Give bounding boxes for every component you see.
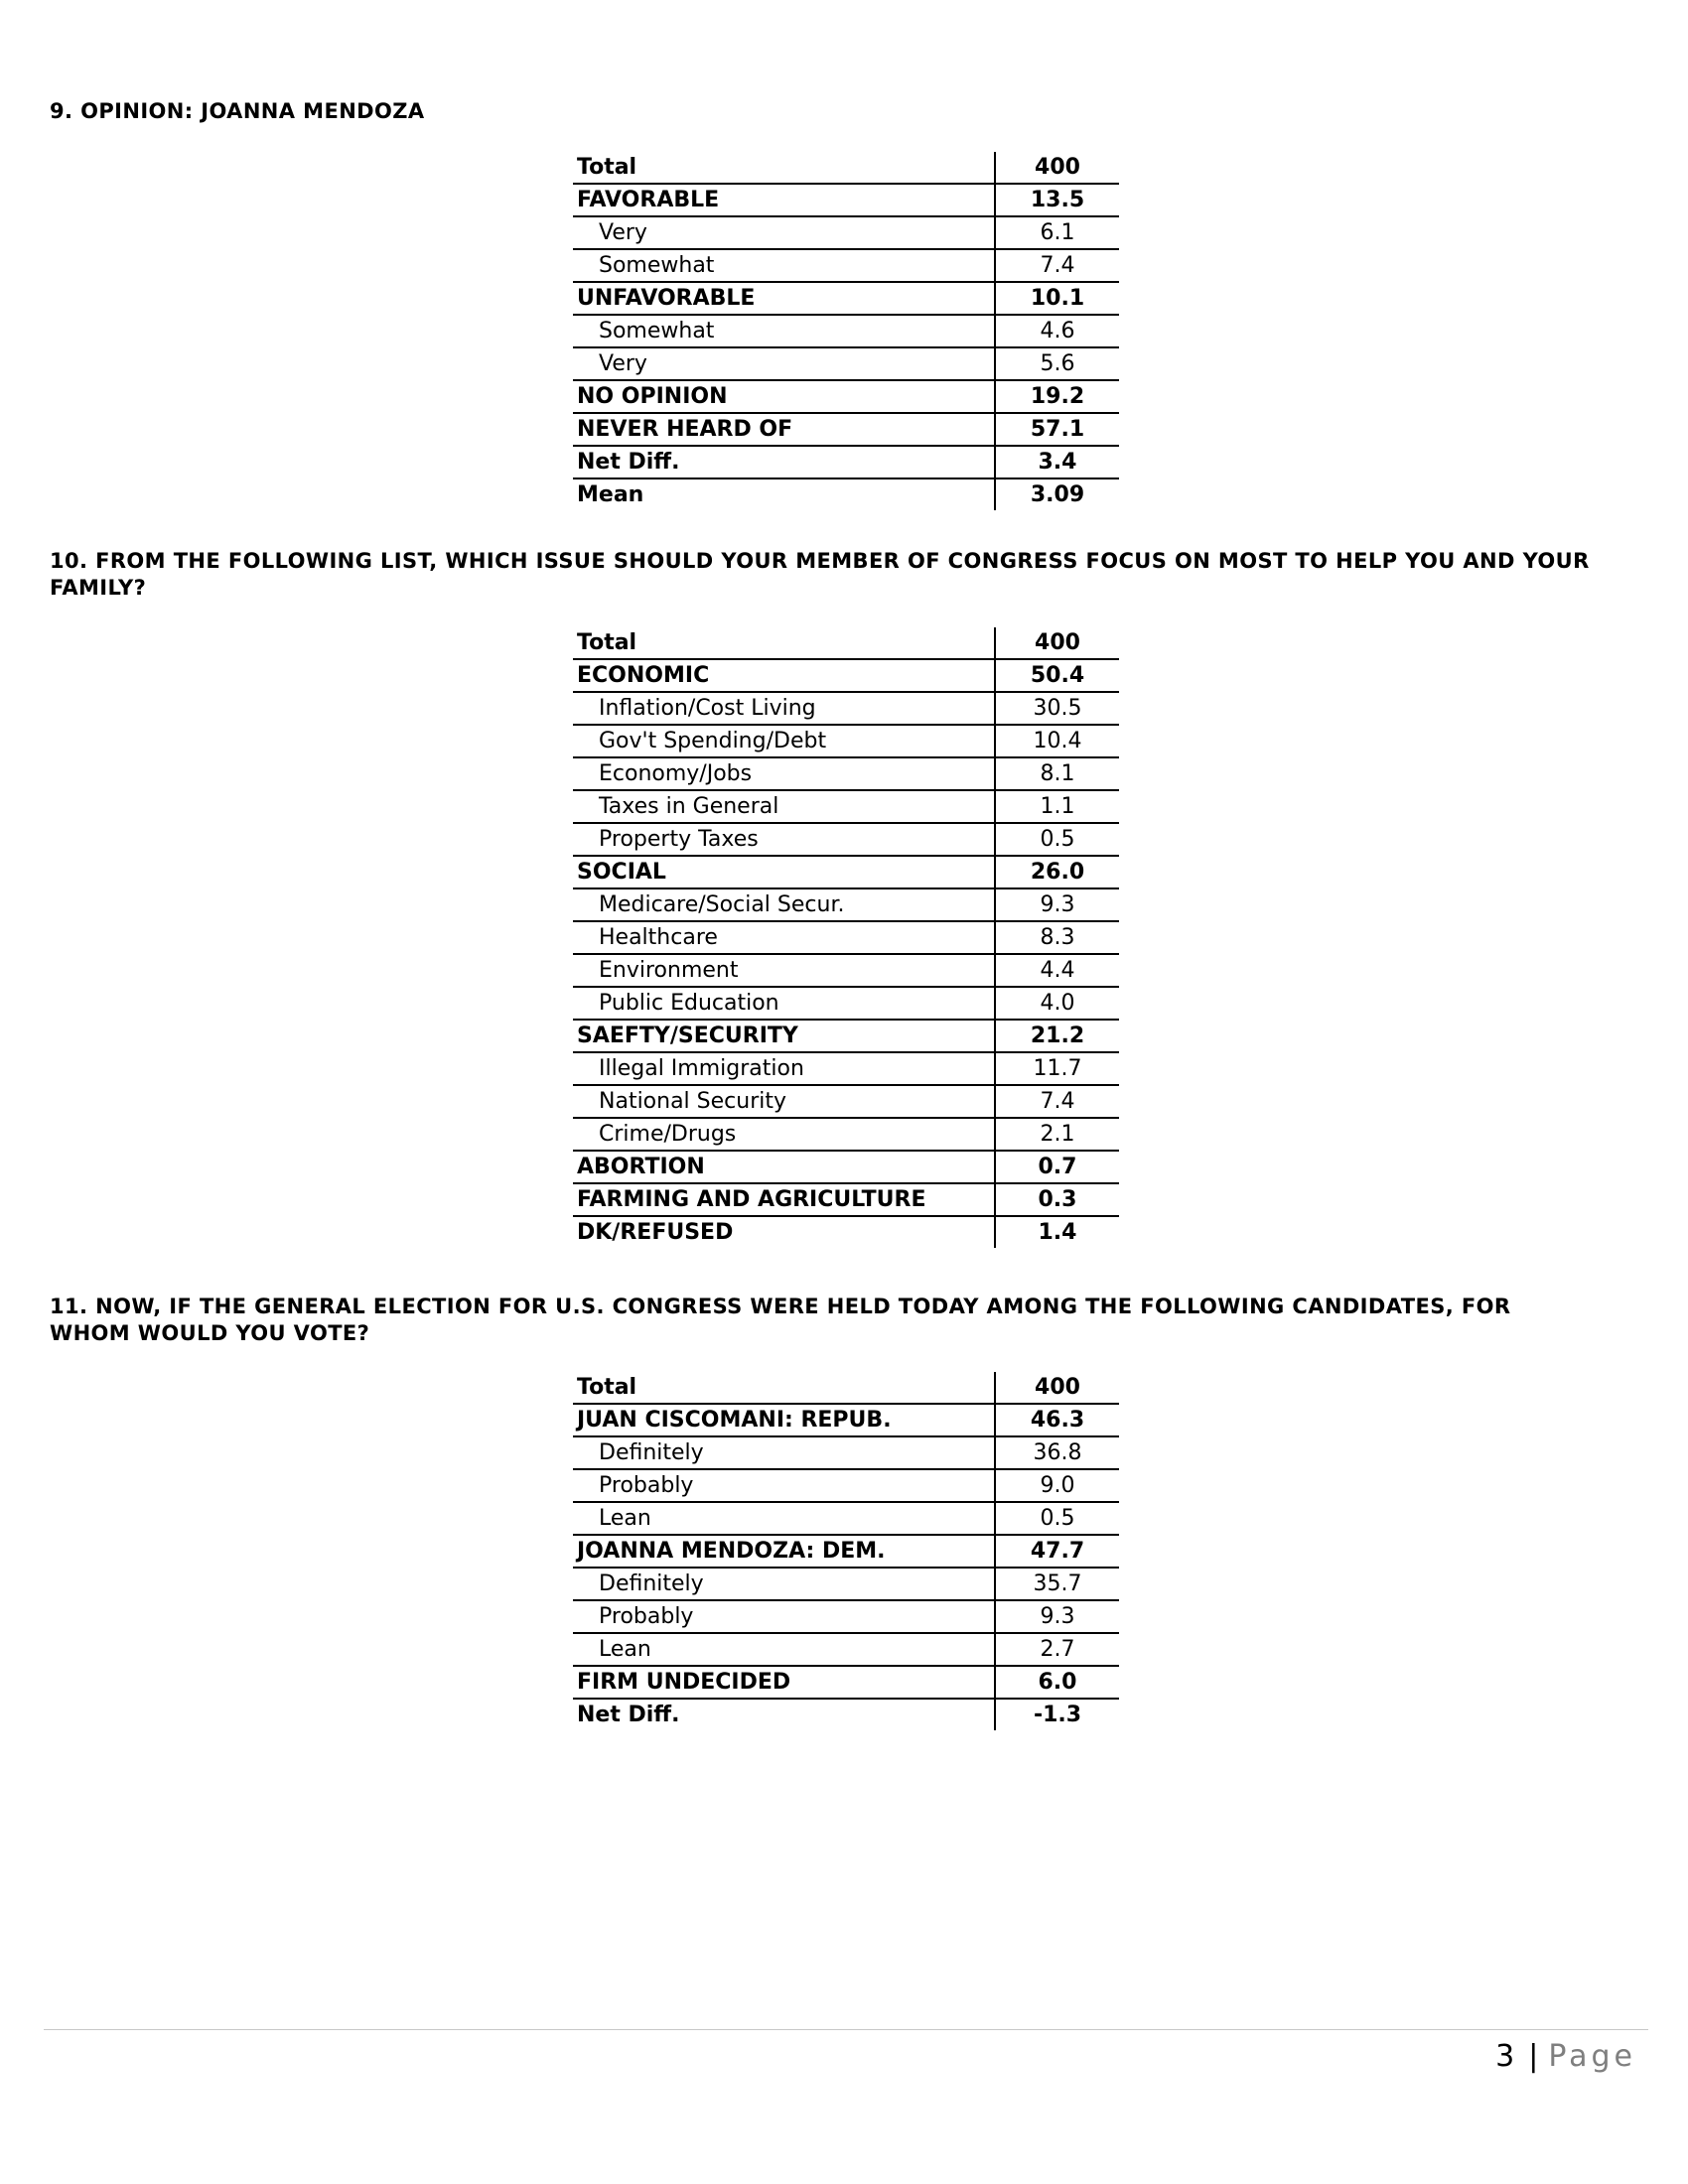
row-value: 36.8: [995, 1436, 1119, 1469]
table-row: [573, 1118, 1119, 1151]
table-row: [573, 1085, 1119, 1118]
row-value: 0.3: [995, 1183, 1119, 1216]
table-row: [573, 888, 1119, 921]
row-label: FIRM UNDECIDED: [573, 1666, 995, 1699]
table-row: [573, 1568, 1119, 1600]
table-row: [573, 725, 1119, 757]
table-row: [573, 1372, 1119, 1404]
table-row: [573, 1600, 1119, 1633]
row-label: Total: [573, 152, 995, 184]
table-row: [573, 347, 1119, 380]
row-label: SAEFTY/SECURITY: [573, 1020, 995, 1052]
question-9-title: 9. OPINION: JOANNA MENDOZA: [50, 99, 425, 123]
row-label: Definitely: [573, 1436, 995, 1469]
row-label: Total: [573, 1372, 995, 1404]
table-row: [573, 790, 1119, 823]
table-row: [573, 446, 1119, 478]
table-row: [573, 184, 1119, 216]
row-label: Property Taxes: [573, 823, 995, 856]
table-row: [573, 1666, 1119, 1699]
table-row: [573, 1469, 1119, 1502]
row-value: 1.1: [995, 790, 1119, 823]
table-row: [573, 921, 1119, 954]
row-value: 400: [995, 627, 1119, 659]
question-10-title: 10. FROM THE FOLLOWING LIST, WHICH ISSUE SHOULD YOUR MEMBER OF CONGRESS FOCUS ON MOST TO HELP YOU AND YOUR FAMILY?: [50, 549, 1590, 600]
row-value: -1.3: [995, 1699, 1119, 1730]
row-value: 3.4: [995, 446, 1119, 478]
row-value: 0.5: [995, 1502, 1119, 1535]
question-9-table: [573, 152, 1119, 510]
row-value: 4.4: [995, 954, 1119, 987]
row-value: 0.7: [995, 1151, 1119, 1183]
row-value: 7.4: [995, 1085, 1119, 1118]
table-row: [573, 1183, 1119, 1216]
row-label: ABORTION: [573, 1151, 995, 1183]
row-label: Somewhat: [573, 249, 995, 282]
row-label: Medicare/Social Secur.: [573, 888, 995, 921]
table-row: [573, 627, 1119, 659]
table-row: [573, 823, 1119, 856]
row-value: 2.1: [995, 1118, 1119, 1151]
row-label: ECONOMIC: [573, 659, 995, 692]
table-row: [573, 315, 1119, 347]
table-row: [573, 856, 1119, 888]
table-row: [573, 1151, 1119, 1183]
table-row: [573, 152, 1119, 184]
row-label: NO OPINION: [573, 380, 995, 413]
row-value: 35.7: [995, 1568, 1119, 1600]
row-label: Somewhat: [573, 315, 995, 347]
row-label: Probably: [573, 1600, 995, 1633]
row-value: 1.4: [995, 1216, 1119, 1248]
table-row: [573, 478, 1119, 510]
row-label: JOANNA MENDOZA: DEM.: [573, 1535, 995, 1568]
page-separator: |: [1528, 2039, 1543, 2074]
row-value: 4.6: [995, 315, 1119, 347]
row-label: Very: [573, 347, 995, 380]
row-label: Mean: [577, 482, 644, 507]
row-label: Healthcare: [573, 921, 995, 954]
table-row: [573, 1699, 1119, 1730]
row-value: 26.0: [995, 856, 1119, 888]
row-label: Net Diff.: [577, 1703, 680, 1727]
row-value: 400: [995, 152, 1119, 184]
row-value: 13.5: [995, 184, 1119, 216]
table-row: [573, 1633, 1119, 1666]
table-row: [573, 1052, 1119, 1085]
row-label: Net Diff.: [573, 446, 995, 478]
table-row: [573, 1404, 1119, 1436]
row-label: JUAN CISCOMANI: REPUB.: [573, 1404, 995, 1436]
row-value: 11.7: [995, 1052, 1119, 1085]
table-row: [573, 1535, 1119, 1568]
row-value: 19.2: [995, 380, 1119, 413]
row-value: 9.3: [995, 1600, 1119, 1633]
table-row: [573, 282, 1119, 315]
table-row: [573, 1020, 1119, 1052]
row-value: 8.3: [995, 921, 1119, 954]
row-value: 5.6: [995, 347, 1119, 380]
table-row: [573, 216, 1119, 249]
row-value: 9.3: [995, 888, 1119, 921]
table-row: [573, 1502, 1119, 1535]
table-row: [573, 249, 1119, 282]
row-label: Inflation/Cost Living: [573, 692, 995, 725]
question-10-table: [573, 627, 1119, 1248]
row-value: 3.09: [995, 478, 1119, 510]
question-11-table: [573, 1372, 1119, 1730]
row-label: FARMING AND AGRICULTURE: [573, 1183, 995, 1216]
table-row: [573, 1216, 1119, 1248]
row-value: 7.4: [995, 249, 1119, 282]
row-value: 10.1: [995, 282, 1119, 315]
table-row: [573, 757, 1119, 790]
row-label: Environment: [573, 954, 995, 987]
row-label: Lean: [573, 1502, 995, 1535]
table-row: [573, 987, 1119, 1020]
row-value: 9.0: [995, 1469, 1119, 1502]
row-value: 57.1: [995, 413, 1119, 446]
row-label: NEVER HEARD OF: [573, 413, 995, 446]
row-label: Gov't Spending/Debt: [573, 725, 995, 757]
table-row: [573, 1436, 1119, 1469]
row-label: Public Education: [573, 987, 995, 1020]
table-row: [573, 659, 1119, 692]
row-value: 4.0: [995, 987, 1119, 1020]
row-label: Very: [573, 216, 995, 249]
row-value: 8.1: [995, 757, 1119, 790]
row-value: 6.1: [995, 216, 1119, 249]
row-label: UNFAVORABLE: [573, 282, 995, 315]
question-11-title: 11. NOW, IF THE GENERAL ELECTION FOR U.S. CONGRESS WERE HELD TODAY AMONG THE FOLLOWING CANDIDATES, FOR WHOM WOULD YOU VOTE?: [50, 1295, 1511, 1345]
row-value: 30.5: [995, 692, 1119, 725]
page-footer: [1495, 2039, 1636, 2074]
row-label: Economy/Jobs: [573, 757, 995, 790]
row-label: Lean: [573, 1633, 995, 1666]
row-label: DK/REFUSED: [577, 1220, 734, 1245]
row-label: SOCIAL: [573, 856, 995, 888]
table-row: [573, 413, 1119, 446]
row-value: 21.2: [995, 1020, 1119, 1052]
row-label: Illegal Immigration: [573, 1052, 995, 1085]
page-label: Page: [1548, 2039, 1636, 2074]
row-value: 6.0: [995, 1666, 1119, 1699]
row-value: 400: [995, 1372, 1119, 1404]
table-row: [573, 954, 1119, 987]
row-value: 0.5: [995, 823, 1119, 856]
row-label: FAVORABLE: [573, 184, 995, 216]
row-label: Crime/Drugs: [573, 1118, 995, 1151]
row-value: 50.4: [995, 659, 1119, 692]
row-value: 46.3: [995, 1404, 1119, 1436]
page-number: 3: [1495, 2039, 1519, 2074]
row-value: 47.7: [995, 1535, 1119, 1568]
row-label: Taxes in General: [573, 790, 995, 823]
row-label: Probably: [573, 1469, 995, 1502]
row-label: Total: [573, 627, 995, 659]
table-row: [573, 380, 1119, 413]
table-row: [573, 692, 1119, 725]
row-label: National Security: [573, 1085, 995, 1118]
row-label: Definitely: [573, 1568, 995, 1600]
footer-divider: [44, 2029, 1648, 2030]
row-value: 10.4: [995, 725, 1119, 757]
row-value: 2.7: [995, 1633, 1119, 1666]
